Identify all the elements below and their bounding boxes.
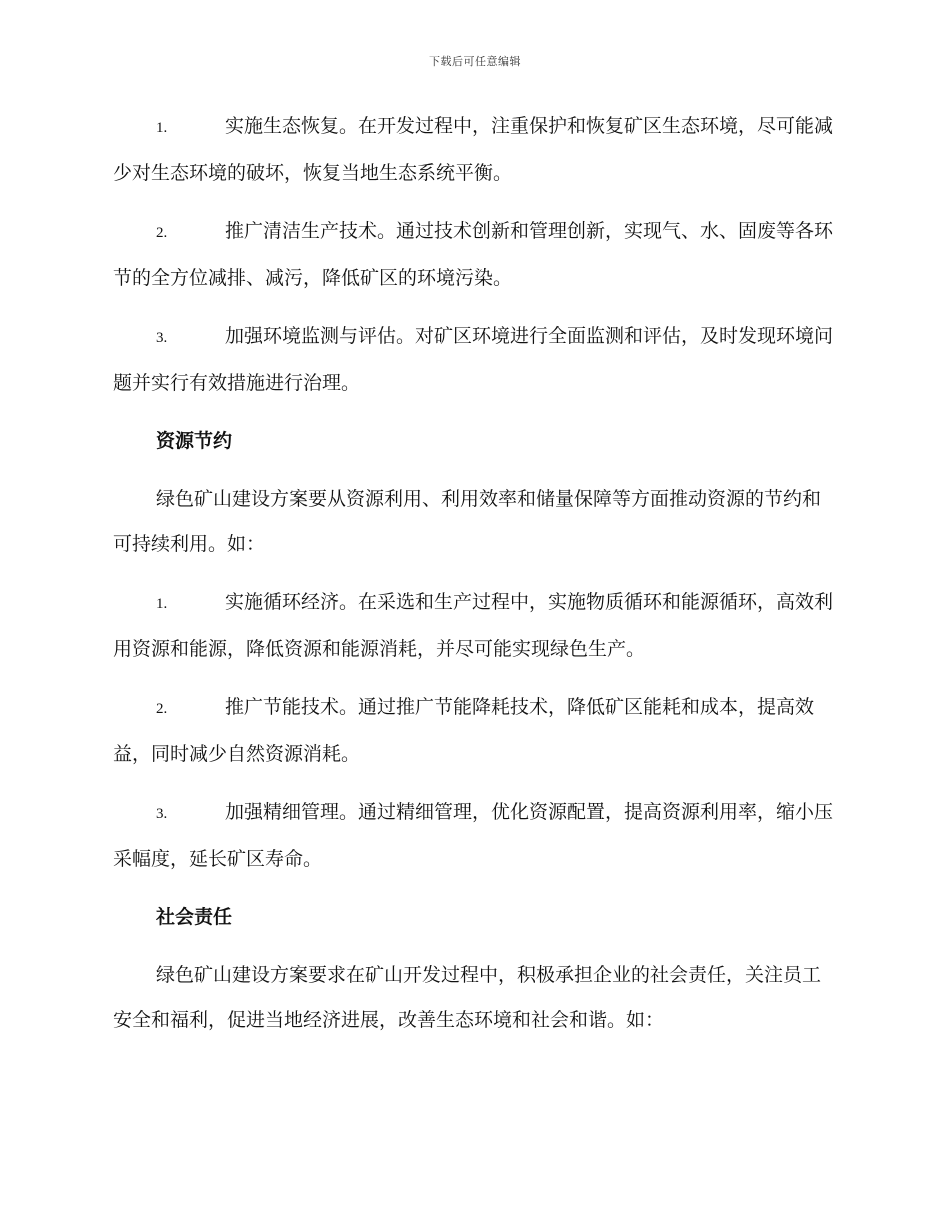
list-item [113,209,835,301]
list-item-text: 加强精细管理。通过精细管理，优化资源配置，提高资源利用率，缩小压采幅度，延长矿区寿命。 [113,801,834,870]
list-item [113,790,835,882]
page-header: 下载后可任意编辑 [429,55,521,68]
list-number: 3. [156,806,168,822]
list-item-text: 实施生态恢复。在开发过程中，注重保护和恢复矿区生态环境，尽可能减少对生态环境的破坏，恢复当地生态系统平衡。 [113,115,834,184]
document-body [113,104,835,1056]
section-intro-paragraph: 绿色矿山建设方案要从资源利用、利用效率和储量保障等方面推动资源的节约和可持续利用。如： [113,488,822,555]
list-number: 1. [156,596,168,612]
list-number: 2. [156,701,168,717]
list-item [113,580,835,672]
list-item-text: 推广清洁生产技术。通过技术创新和管理创新，实现气、水、固废等各环节的全方位减排、减污，降低矿区的环境污染。 [113,220,834,289]
list-item-text: 推广节能技术。通过推广节能降耗技术，降低矿区能耗和成本，提高效益，同时减少自然资源消耗。 [113,696,815,765]
list-item-text: 实施循环经济。在采选和生产过程中，实施物质循环和能源循环，高效利用资源和能源，降低资源和能源消耗，并尽可能实现绿色生产。 [113,591,834,660]
list-number: 1. [156,120,168,136]
list-item [113,314,835,406]
section-heading-social-responsibility: 社会责任 [156,906,233,928]
section-intro-paragraph: 绿色矿山建设方案要求在矿山开发过程中，积极承担企业的社会责任，关注员工安全和福利，促进当地经济进展，改善生态环境和社会和谐。如： [113,964,822,1031]
list-number: 2. [156,225,168,241]
list-item-text: 加强环境监测与评估。对矿区环境进行全面监测和评估，及时发现环境问题并实行有效措施进行治理。 [113,325,834,394]
list-number: 3. [156,330,168,346]
section-heading-resource-saving: 资源节约 [156,430,233,452]
list-item [113,104,835,196]
list-item [113,685,835,777]
